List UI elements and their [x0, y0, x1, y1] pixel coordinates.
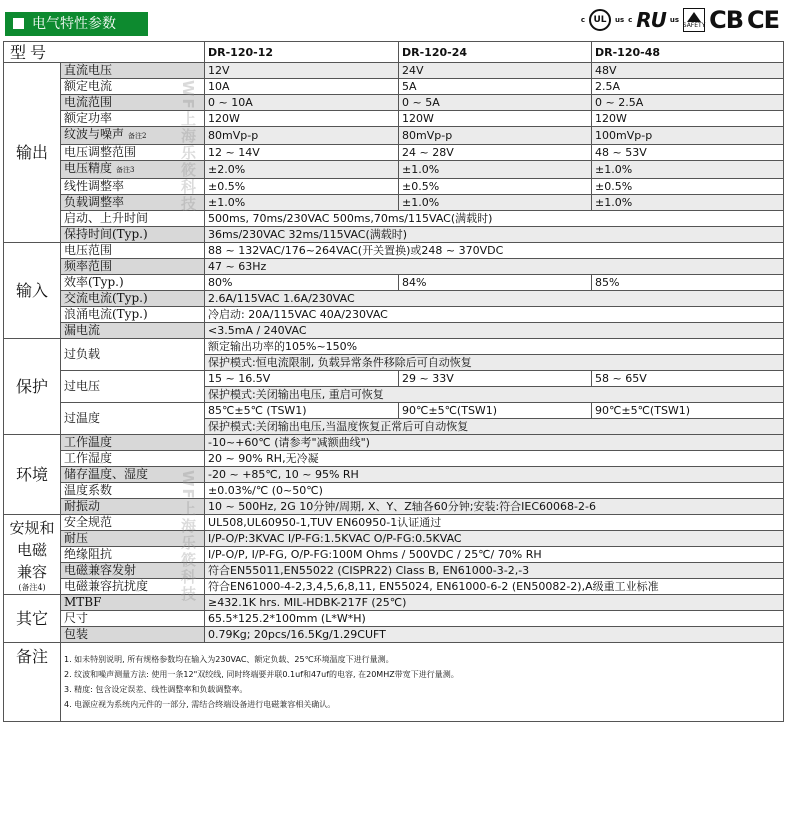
row-label: 直流电压	[61, 63, 205, 79]
row-label: 绝缘阻抗	[61, 547, 205, 563]
row-label: 耐压	[61, 531, 205, 547]
cell: 12V	[205, 63, 399, 79]
ul-recognized-icon: RU	[636, 8, 666, 32]
cell: 500ms, 70ms/230VAC 500ms,70ms/115VAC(满载时)	[205, 211, 784, 227]
cell: 100mVp-p	[592, 127, 784, 145]
table-row	[4, 611, 784, 627]
row-label: 电流范围	[61, 95, 205, 111]
table-row	[4, 145, 784, 161]
cell: ±1.0%	[399, 195, 592, 211]
row-label: MTBF	[61, 595, 205, 611]
row-label: 工作湿度	[61, 451, 205, 467]
cell: 80mVp-p	[399, 127, 592, 145]
table-row	[4, 515, 784, 531]
cell: 2.5A	[592, 79, 784, 95]
ru-us: us	[669, 16, 680, 24]
cell: 58 ~ 65V	[592, 371, 784, 387]
watermark: WF上海乐筱科技	[179, 470, 197, 603]
cell: ±1.0%	[592, 195, 784, 211]
row-label: 电压范围	[61, 243, 205, 259]
table-row	[4, 483, 784, 499]
remark-4: 4. 电源应视为系统内元件的一部分, 需结合终端设备进行电磁兼容相关确认。	[64, 700, 336, 709]
row-label: 电磁兼容发射	[61, 563, 205, 579]
category-input: 输入	[4, 243, 61, 339]
category-output: 输出	[4, 63, 61, 243]
cell: ±0.5%	[399, 179, 592, 195]
row-label: 电压精度 备注3	[61, 161, 205, 179]
cell: 0.79Kg; 20pcs/16.5Kg/1.29CUFT	[205, 627, 784, 643]
cell: 保护模式:关闭输出电压,当温度恢复正常后可自动恢复	[205, 419, 784, 435]
ce-logo: CE	[746, 6, 779, 34]
section-title: 电气特性参数	[32, 16, 116, 32]
model-3: DR-120-48	[592, 42, 784, 63]
table-row	[4, 243, 784, 259]
row-label: 储存温度、湿度	[61, 467, 205, 483]
cell: 47 ~ 63Hz	[205, 259, 784, 275]
cell: 120W	[592, 111, 784, 127]
table-row	[4, 563, 784, 579]
cell: -10~+60℃ (请参考"减额曲线")	[205, 435, 784, 451]
cell: 65.5*125.2*100mm (L*W*H)	[205, 611, 784, 627]
row-label: 耐振动	[61, 499, 205, 515]
table-row	[4, 467, 784, 483]
table-row	[4, 161, 784, 179]
table-row	[4, 403, 784, 419]
spec-table	[3, 41, 784, 722]
row-label: 电磁兼容抗扰度	[61, 579, 205, 595]
cell: 10A	[205, 79, 399, 95]
table-row	[4, 371, 784, 387]
table-row	[4, 323, 784, 339]
cell: 10 ~ 500Hz, 2G 10分钟/周期, X、Y、Z轴各60分钟;安装:符合IEC60068-2-6	[205, 499, 784, 515]
row-label: 负载调整率	[61, 195, 205, 211]
cell: -20 ~ +85℃, 10 ~ 95% RH	[205, 467, 784, 483]
row-label: 包装	[61, 627, 205, 643]
category-protection: 保护	[4, 339, 61, 435]
row-label: 浪涌电流(Typ.)	[61, 307, 205, 323]
remark-2: 2. 纹波和噪声测量方法: 使用一条12"双绞线, 同时终端要并联0.1uf和47uf的电容, 在20MHZ带宽下进行量测。	[64, 670, 459, 679]
table-row	[4, 275, 784, 291]
cell: 12 ~ 14V	[205, 145, 399, 161]
ul-listed-icon: UL	[589, 9, 611, 31]
cell: 2.6A/115VAC 1.6A/230VAC	[205, 291, 784, 307]
table-row	[4, 79, 784, 95]
cell: 符合EN55011,EN55022 (CISPR22) Class B, EN61000-3-2,-3	[205, 563, 784, 579]
cell: ±0.03%/℃ (0~50℃)	[205, 483, 784, 499]
cell: 额定输出功率的105%~150%	[205, 339, 784, 355]
model-2: DR-120-24	[399, 42, 592, 63]
table-row	[4, 195, 784, 211]
row-label: 安全规范	[61, 515, 205, 531]
cul-c: c	[580, 16, 585, 24]
table-row	[4, 291, 784, 307]
row-label: 电压调整范围	[61, 145, 205, 161]
row-label: 温度系数	[61, 483, 205, 499]
cell: 36ms/230VAC 32ms/115VAC(满载时)	[205, 227, 784, 243]
cell: I/P-O/P:3KVAC I/P-FG:1.5KVAC O/P-FG:0.5KVAC	[205, 531, 784, 547]
table-row	[4, 627, 784, 643]
table-row	[4, 595, 784, 611]
cell: 80%	[205, 275, 399, 291]
table-row	[4, 531, 784, 547]
model-1: DR-120-12	[205, 42, 399, 63]
cell: 0 ~ 5A	[399, 95, 592, 111]
row-label: 尺寸	[61, 611, 205, 627]
certification-logos	[581, 6, 779, 34]
cell: ±2.0%	[205, 161, 399, 179]
table-row	[4, 339, 784, 355]
cell: 20 ~ 90% RH,无冷凝	[205, 451, 784, 467]
cell: <3.5mA / 240VAC	[205, 323, 784, 339]
cell: ±1.0%	[592, 161, 784, 179]
remark-3: 3. 精度: 包含设定误差、线性调整率和负载调整率。	[64, 685, 248, 694]
table-row	[4, 227, 784, 243]
section-header	[5, 12, 148, 36]
model-label: 型号	[4, 42, 205, 63]
cell: 90℃±5℃(TSW1)	[399, 403, 592, 419]
cell: 0 ~ 2.5A	[592, 95, 784, 111]
table-row	[4, 499, 784, 515]
cell: 15 ~ 16.5V	[205, 371, 399, 387]
cell: 29 ~ 33V	[399, 371, 592, 387]
table-row	[4, 111, 784, 127]
remarks-row	[4, 643, 784, 722]
cell: 85%	[592, 275, 784, 291]
row-label: 过电压	[61, 371, 205, 403]
cell: ±0.5%	[205, 179, 399, 195]
cell: 88 ~ 132VAC/176~264VAC(开关置换)或248 ~ 370VDC	[205, 243, 784, 259]
row-label: 纹波与噪声 备注2	[61, 127, 205, 145]
cell: 48 ~ 53V	[592, 145, 784, 161]
category-remarks: 备注	[4, 643, 61, 722]
cell: UL508,UL60950-1,TUV EN60950-1认证通过	[205, 515, 784, 531]
table-row	[4, 547, 784, 563]
remarks-notes	[61, 643, 784, 722]
row-label: 额定电流	[61, 79, 205, 95]
row-label: 过负载	[61, 339, 205, 371]
cell: 90℃±5℃(TSW1)	[592, 403, 784, 419]
table-row	[4, 307, 784, 323]
safety-triangle-icon: SAFETY	[683, 8, 705, 32]
row-label: 线性调整率	[61, 179, 205, 195]
cell: ±1.0%	[205, 195, 399, 211]
category-environment: 环境	[4, 435, 61, 515]
row-label: 频率范围	[61, 259, 205, 275]
cell: 24 ~ 28V	[399, 145, 592, 161]
table-row	[4, 63, 784, 79]
ru-c: c	[628, 16, 633, 24]
row-label: 过温度	[61, 403, 205, 435]
cell: 保护模式:关闭输出电压, 重启可恢复	[205, 387, 784, 403]
row-label: 额定功率	[61, 111, 205, 127]
cell: I/P-O/P, I/P-FG, O/P-FG:100M Ohms / 500VDC / 25℃/ 70% RH	[205, 547, 784, 563]
model-row	[4, 42, 784, 63]
table-row	[4, 127, 784, 145]
category-other: 其它	[4, 595, 61, 643]
row-label: 保持时间(Typ.)	[61, 227, 205, 243]
row-label: 效率(Typ.)	[61, 275, 205, 291]
remark-1: 1. 如未特别说明, 所有规格参数均在输入为230VAC、额定负载、25℃环境温度下进行量测。	[64, 655, 394, 664]
row-label: 启动、上升时间	[61, 211, 205, 227]
cell: 120W	[205, 111, 399, 127]
table-row	[4, 95, 784, 111]
square-icon	[13, 18, 24, 29]
cell: ≥432.1K hrs. MIL-HDBK-217F (25℃)	[205, 595, 784, 611]
cul-us: us	[614, 16, 625, 24]
row-label: 工作温度	[61, 435, 205, 451]
cell: ±1.0%	[399, 161, 592, 179]
table-row	[4, 451, 784, 467]
table-row	[4, 579, 784, 595]
table-row	[4, 211, 784, 227]
cb-logo: CB	[709, 6, 743, 34]
cell: 80mVp-p	[205, 127, 399, 145]
cell: 保护模式:恒电流限制, 负载异常条件移除后可自动恢复	[205, 355, 784, 371]
cell: 5A	[399, 79, 592, 95]
cell: 符合EN61000-4-2,3,4,5,6,8,11, EN55024, EN61000-6-2 (EN50082-2),A级重工业标准	[205, 579, 784, 595]
cell: 120W	[399, 111, 592, 127]
cell: 84%	[399, 275, 592, 291]
cell: 0 ~ 10A	[205, 95, 399, 111]
category-safety-emc: 安规和 电磁 兼容 (备注4)	[4, 515, 61, 595]
cell: 冷启动: 20A/115VAC 40A/230VAC	[205, 307, 784, 323]
table-row	[4, 179, 784, 195]
table-row	[4, 435, 784, 451]
cell: ±0.5%	[592, 179, 784, 195]
watermark: WF上海乐筱科技	[179, 80, 197, 213]
cell: 48V	[592, 63, 784, 79]
table-row	[4, 259, 784, 275]
row-label: 漏电流	[61, 323, 205, 339]
cell: 85℃±5℃ (TSW1)	[205, 403, 399, 419]
row-label: 交流电流(Typ.)	[61, 291, 205, 307]
cell: 24V	[399, 63, 592, 79]
